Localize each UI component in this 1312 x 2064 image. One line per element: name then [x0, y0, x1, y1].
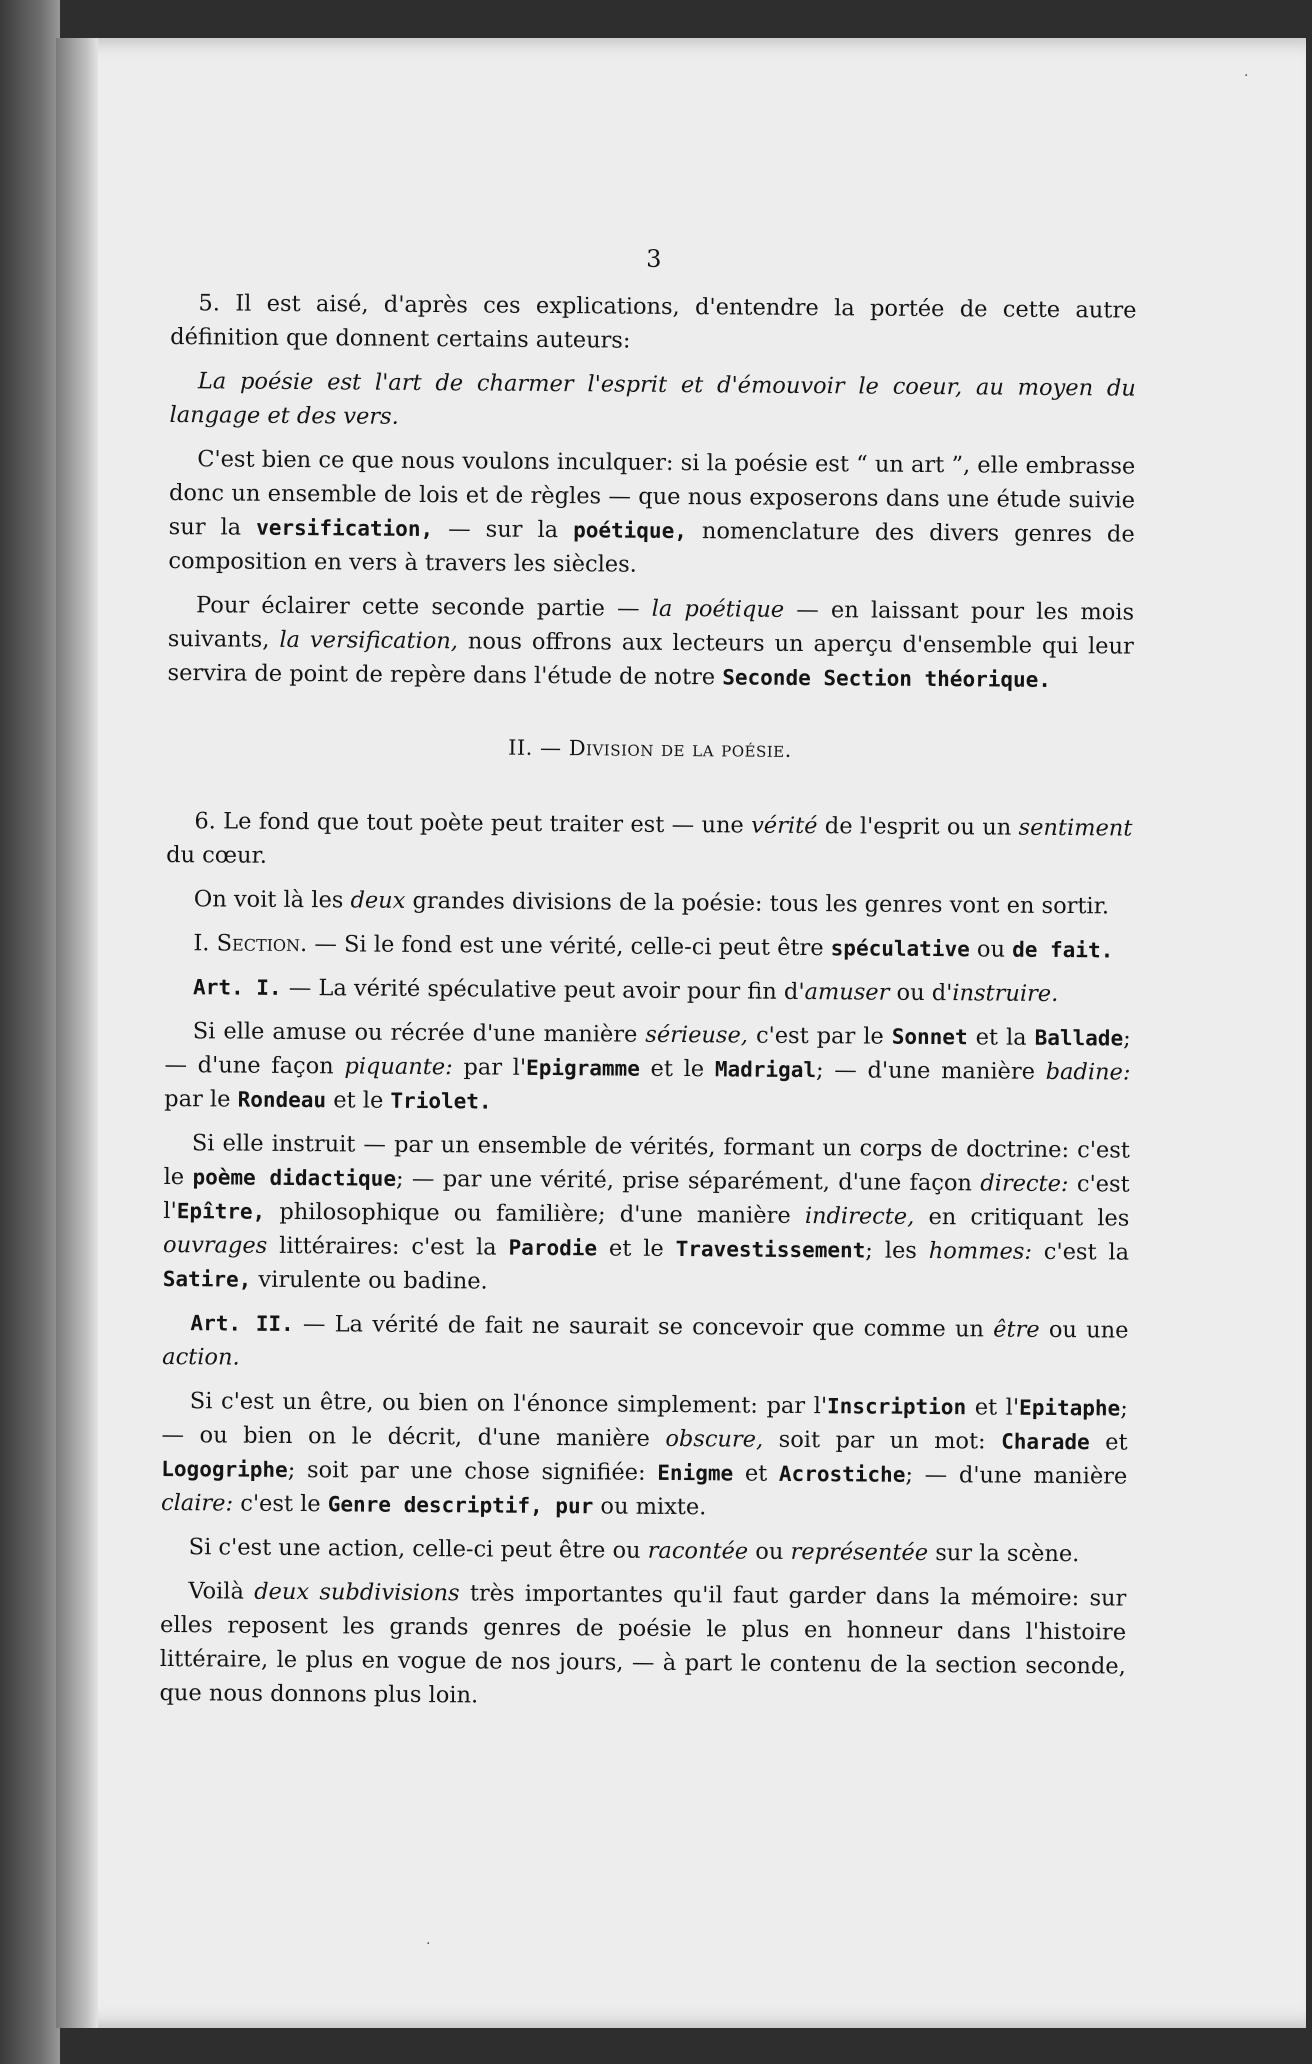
definition-quote: La poésie est l'art de charmer l'esprit et d'émouvoir le coeur, au moyen du langage et des vers.: [169, 368, 1136, 430]
page-gutter: [56, 38, 98, 2028]
paragraph-art-1: Art. I. — La vérité spéculative peut avoir pour fin d'amuser ou d'instruire.: [193, 974, 1059, 1007]
scan-speck: ·: [1244, 68, 1249, 84]
book-page: [56, 38, 1306, 2028]
paragraph-amuse: Si elle amuse ou récrée d'une manière sérieuse, c'est par le Sonnet et la Ballade; — d'une façon piquante: par l'Epigramme et le Madrigal; — d'une manière badine: par le Rondeau et le Triolet.: [164, 1018, 1131, 1114]
scan-speck: ·: [426, 1936, 431, 1952]
paragraph-5: 5. Il est aisé, d'après ces explications, d'entendre la portée de cette autre définition que donnent certains auteurs:: [170, 290, 1137, 354]
paragraph-action: Si c'est une action, celle-ci peut être ou racontée ou représentée sur la scène.: [188, 1534, 1080, 1568]
paragraph-section-1: I. Section. — Si le fond est une vérité, celle-ci peut être spéculative ou de fait.: [193, 930, 1114, 963]
paragraph-art-2: Art. II. — La vérité de fait ne saurait se concevoir que comme un être ou une action.: [162, 1310, 1129, 1371]
section-heading: II. — Division de la poésie.: [508, 735, 792, 762]
page-text: [159, 238, 1137, 1728]
paragraph-6: 6. Le fond que tout poète peut traiter est — une vérité de l'esprit ou un sentiment du cœur.: [166, 808, 1133, 869]
paragraph-etre: Si c'est un être, ou bien on l'énonce simplement: par l'Inscription et l'Epitaphe; — ou bien on le décrit, d'une manière obscure, soit par un mot: Charade et Logogriphe; soit par une chose signifiée: Enigme et Acrostiche; — d'une manière claire: c'est le Genre descriptif, pur ou mixte.: [160, 1388, 1128, 1521]
paragraph-seconde-partie: Pour éclairer cette seconde partie — la poétique — en laissant pour les mois suivants, la versification, nous offrons aux lecteurs un aperçu d'ensemble qui leur servira de point de repère dans l'étude de notre Seconde Section théorique.: [167, 592, 1135, 692]
scan-border: [0, 0, 60, 2064]
page-number: 3: [646, 244, 662, 273]
paragraph-art: C'est bien ce que nous voulons inculquer: si la poésie est “ un art ”, elle embrasse donc un ensemble de lois et de règles — que nous exposerons dans une étude suivie sur la versification, — sur la poétique, nomenclature des divers genres de composition en vers à travers les siècles.: [168, 446, 1136, 578]
paragraph-divisions: On voit là les deux grandes divisions de la poésie: tous les genres vont en sortir.: [193, 886, 1110, 920]
paragraph-instruit: Si elle instruit — par un ensemble de vérités, formant un corps de doctrine: c'est le poème didactique; — par une vérité, prise séparément, d'une façon directe: c'est l'Epître, philosophique ou familière; d'une manière indirecte, en critiquant les ouvrages littéraires: c'est la Parodie et le Travestissement; les hommes: c'est la Satire, virulente ou badine.: [162, 1130, 1130, 1295]
paragraph-subdivisions: Voilà deux subdivisions très importantes qu'il faut garder dans la mémoire: sur elles reposent les grands genres de poésie le plus en honneur dans l'histoire littéraire, le plus en vogue de nos jours, — à part le contenu de la section seconde, que nous donnons plus loin.: [159, 1578, 1127, 1709]
